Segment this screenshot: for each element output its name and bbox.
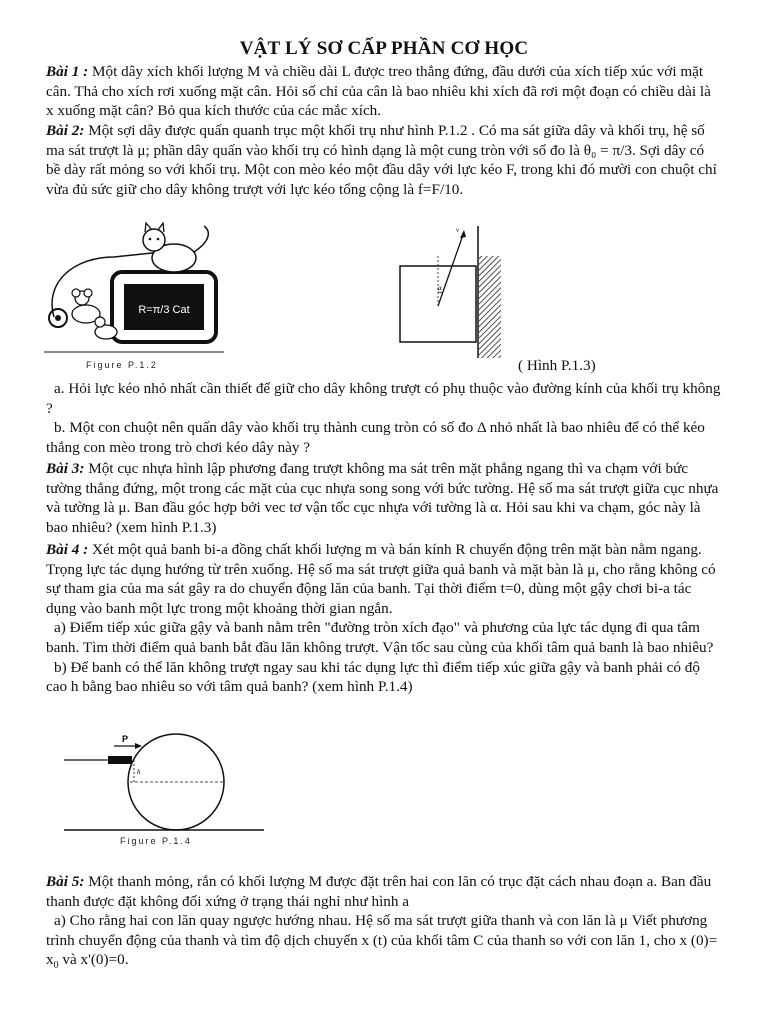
- problem-1-label: Bài 1 :: [46, 63, 89, 80]
- figure-p-1-3: [398, 226, 514, 358]
- problem-2-question-a: a. Hỏi lực kéo nhỏ nhất cần thiết để giữ cho dây không trượt có phụ thuộc vào đường kính của khối trụ không ?: [46, 380, 721, 417]
- problem-5-question-a: a) Cho rằng hai con lăn quay ngược hướng nhau. Hệ số ma sát trượt giữa thanh và con lăn là μ Viết phương trình chuyển động của thanh và tìm độ dịch chuyển x (t) của khối tâm C của thanh so với con lăn 1, cho x (0)= x: [46, 912, 718, 969]
- problem-2-questions: [46, 379, 722, 457]
- figure-p-1-4: [64, 732, 264, 852]
- angle-label: α: [438, 284, 442, 292]
- problem-1: [46, 62, 722, 121]
- problem-4: [46, 540, 722, 697]
- height-label: h: [137, 768, 141, 776]
- problem-2: [46, 121, 722, 199]
- problem-3-label: Bài 3:: [46, 460, 85, 477]
- problem-1-text: Một dây xích khối lượng M và chiều dài L được treo thẳng đứng, đầu dưới của xích tiếp xúc với mặt cân. Thả cho xích rơi xuống mặt cân. Hỏi số chỉ của cân là bao nhiêu khi xích đã rơi một đoạn có chiều dài là x xuống mặt cân? Bỏ qua kích thước của các mắc xích.: [46, 63, 711, 120]
- velocity-label: v: [456, 226, 460, 234]
- problem-2-text: Một sợi dây được quấn quanh trục một khối trụ như hình P.1.2 . Có ma sát giữa dây và khối trụ, hệ số ma sát trượt là μ; phần dây quấn vào khối trụ có hình dạng là một cung tròn với số đo là θ₀ = π/3. Sợi dây có bề dày rất mỏng so với khối trụ. Một con mèo kéo một đầu dây với lực kéo F, trong khi đó mười con chuột chỉ vừa đủ sức giữ cho dây không trượt với lực kéo tổng cộng là f=F/10.: [46, 122, 717, 198]
- figure-p-1-2: [44, 222, 224, 374]
- sign-text: R=π/3 Cat: [138, 304, 190, 316]
- figure-p-1-4-caption: Figure P.1.4: [120, 836, 192, 846]
- problem-4-question-a: a) Điểm tiếp xúc giữa gậy và banh nằm trên "đường tròn xích đạo" và phương của lực tác dụng đi qua tâm banh. Tìm thời điểm quả banh bắt đầu lăn không trượt. Vận tốc sau cùng của khối tâm quả banh là bao nhiêu?: [46, 619, 714, 656]
- figure-p-1-2-caption: Figure P.1.2: [86, 360, 158, 370]
- cube-wall-diagram: [398, 226, 514, 358]
- problem-4-question-b: b) Để banh có thể lăn không trượt ngay sau khi tác dụng lực thì điểm tiếp xúc giữa gậy và banh phải có độ cao h bằng bao nhiêu so với tâm quả banh? (xem hình P.1.4): [46, 658, 700, 696]
- problem-4-text: Xét một quả banh bi-a đồng chất khối lượng m và bán kính R chuyển động trên mặt bàn nằm ngang. Trọng lực tác dụng hướng từ trên xuống. Hệ số ma sát trượt giữa quả banh và mặt bàn là μ, cho rằng không có sự tham gia của ma sát gây ra do chuyển động lăn của banh. Tại thời điểm t=0, dùng một gậy chơi bi-a tác dụng vào banh một lực trong một khoảng thời gian ngắn.: [46, 541, 716, 617]
- cat-mice-illustration: [44, 222, 224, 362]
- page-title: VẬT LÝ SƠ CẤP PHẦN CƠ HỌC: [239, 38, 529, 59]
- problem-5-question-a-end: và x'(0)=0.: [58, 951, 129, 969]
- problem-5-label: Bài 5:: [46, 873, 85, 890]
- problem-3: [46, 459, 722, 537]
- billiard-ball-diagram: [64, 732, 264, 842]
- problem-5: [46, 872, 722, 976]
- problem-4-label: Bài 4 :: [46, 541, 89, 558]
- problem-2-question-b: b. Một con chuột nên quấn dây vào khối trụ thành cung tròn có số đo Δ nhỏ nhất là bao nhiêu để có thể kéo thắng con mèo trong trò chơi kéo dây này ?: [46, 419, 705, 456]
- problem-3-text: Một cục nhựa hình lập phương đang trượt không ma sát trên mặt phẳng ngang thì va chạm với bức tường thẳng đứng, một trong các mặt của cục nhựa song song với bức tường. Hệ số ma sát trượt giữa cục nhựa và tường là μ. Ban đầu góc hợp bởi vec tơ vận tốc cục nhựa với tường là α. Hỏi sau khi va chạm, góc này là bao nhiêu? (xem hình P.1.3): [46, 460, 719, 536]
- problem-5-subscript: 0: [53, 960, 59, 972]
- problem-2-label: Bài 2:: [46, 122, 85, 139]
- problem-5-text: Một thanh mỏng, rắn có khối lượng M được đặt trên hai con lăn có trục đặt cách nhau đoạn a. Ban đầu thanh được đặt không đối xứng ở trạng thái nghỉ như hình a: [46, 873, 712, 910]
- force-label: P: [122, 734, 129, 744]
- figure-p-1-3-caption: ( Hình P.1.3): [518, 357, 596, 374]
